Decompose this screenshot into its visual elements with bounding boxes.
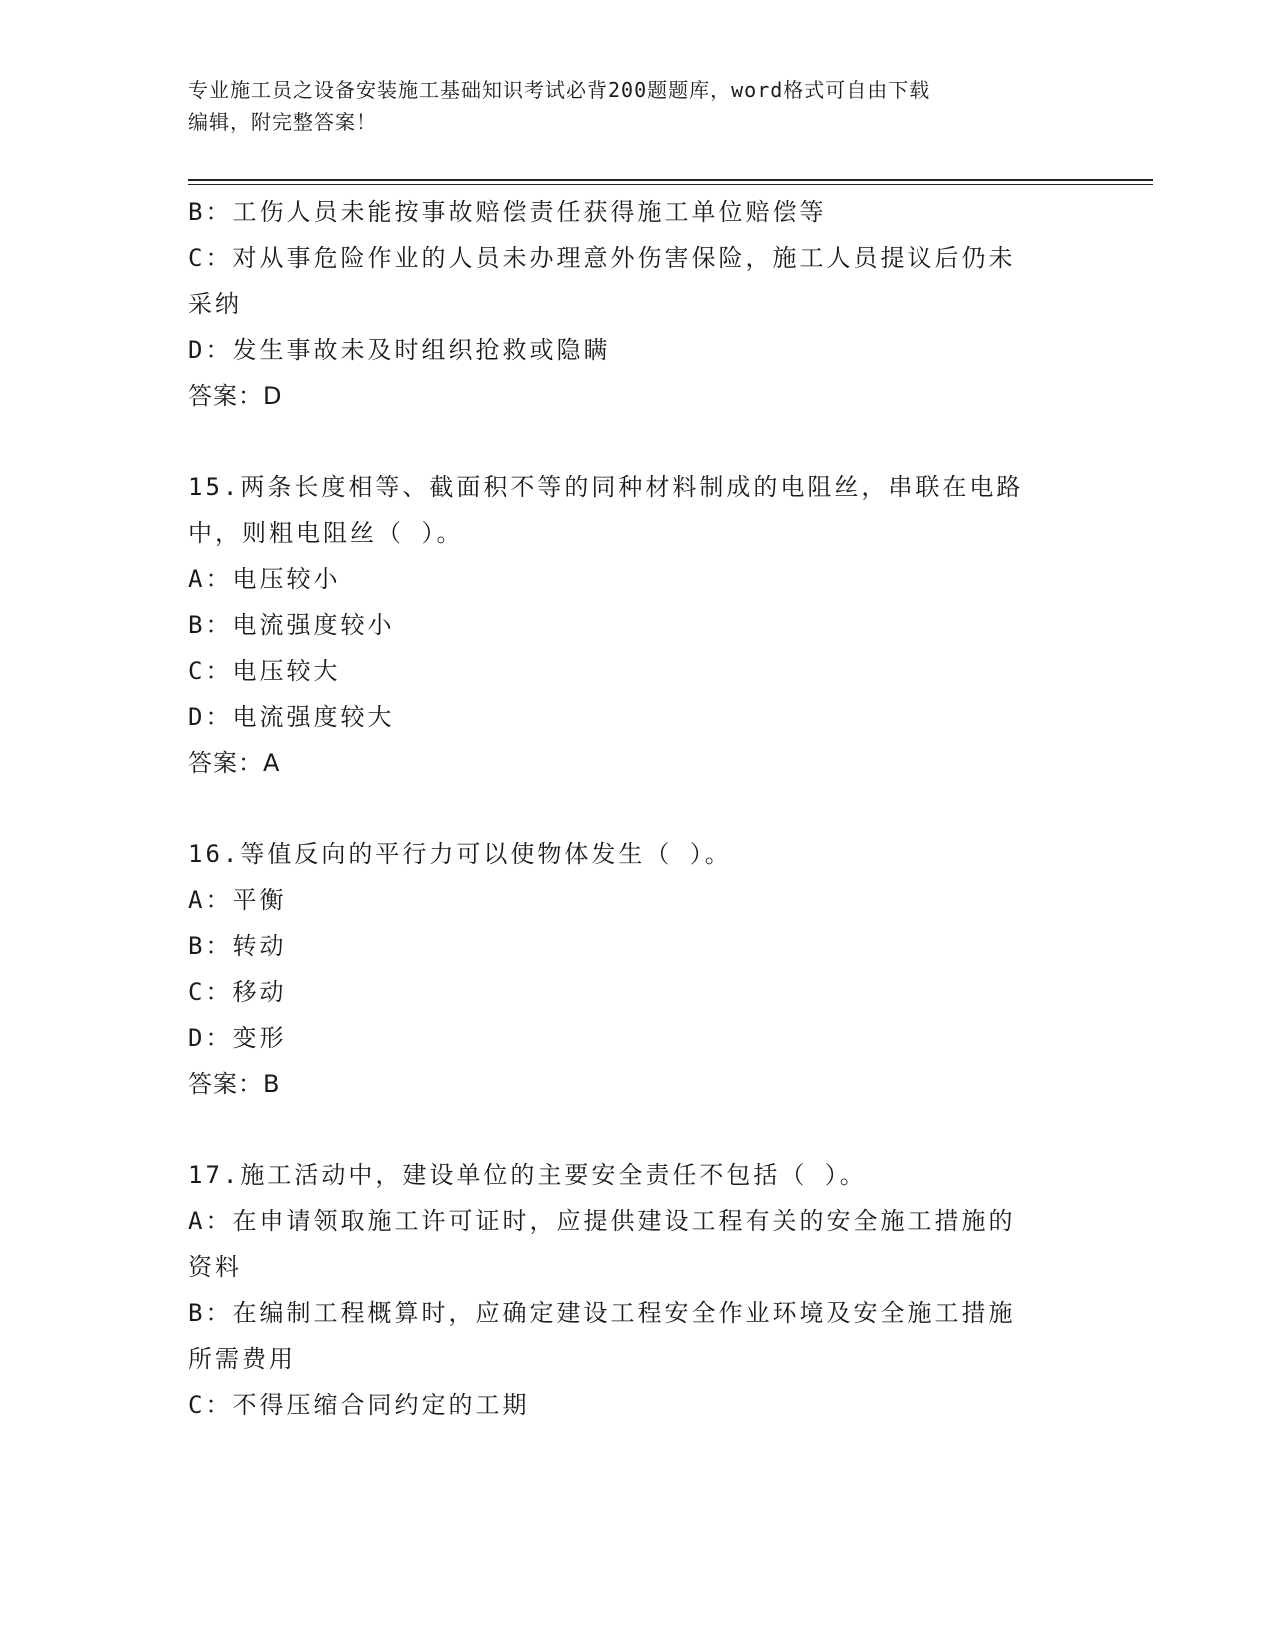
option-a: A：电压较小: [188, 565, 341, 593]
header-divider-thin: [188, 184, 1153, 185]
option-d: D：变形: [188, 1024, 287, 1052]
header-title-line2: 编辑，附完整答案！: [188, 110, 377, 134]
option-a-line2: 资料: [188, 1253, 242, 1281]
question-gap: [188, 419, 1068, 464]
option-b-line1: B：在编制工程概算时，应确定建设工程安全作业环境及安全施工措施: [188, 1299, 1016, 1327]
option-b: B：电流强度较小: [188, 611, 395, 639]
option-a-line1: A：在申请领取施工许可证时，应提供建设工程有关的安全施工措施的: [188, 1207, 1016, 1235]
question-gap: [188, 1107, 1068, 1152]
question-16: [188, 831, 1068, 1107]
option-b: B：转动: [188, 932, 287, 960]
header-divider-thick: [188, 179, 1153, 181]
question-text: 16.等值反向的平行力可以使物体发生（ ）。: [188, 840, 732, 868]
answer-line: 答案：D: [188, 382, 283, 410]
option-d: D：发生事故未及时组织抢救或隐瞒: [188, 336, 611, 364]
option-b-line2: 所需费用: [188, 1345, 296, 1373]
header-title-line1: 专业施工员之设备安装施工基础知识考试必背200题题库，word格式可自由下载: [188, 78, 931, 102]
question-gap: [188, 786, 1068, 831]
option-a: A：平衡: [188, 886, 287, 914]
document-header: [188, 74, 1068, 138]
answer-line: 答案：A: [188, 749, 281, 777]
question-17: [188, 1152, 1068, 1428]
option-c-line2: 采纳: [188, 290, 242, 318]
question-text-line1: 15.两条长度相等、截面积不等的同种材料制成的电阻丝，串联在电路: [188, 473, 1024, 501]
question-text-line2: 中，则粗电阻丝（ ）。: [188, 519, 464, 547]
option-c: C：不得压缩合同约定的工期: [188, 1391, 530, 1419]
question-14: [188, 189, 1068, 419]
option-c: C：电压较大: [188, 657, 341, 685]
option-c: C：移动: [188, 978, 287, 1006]
answer-line: 答案：B: [188, 1070, 281, 1098]
option-b: B：工伤人员未能按事故赔偿责任获得施工单位赔偿等: [188, 198, 827, 226]
question-text: 17.施工活动中，建设单位的主要安全责任不包括（ ）。: [188, 1161, 867, 1189]
question-15: [188, 464, 1068, 786]
option-d: D：电流强度较大: [188, 703, 395, 731]
question-content: [188, 189, 1068, 1428]
option-c-line1: C：对从事危险作业的人员未办理意外伤害保险，施工人员提议后仍未: [188, 244, 1016, 272]
